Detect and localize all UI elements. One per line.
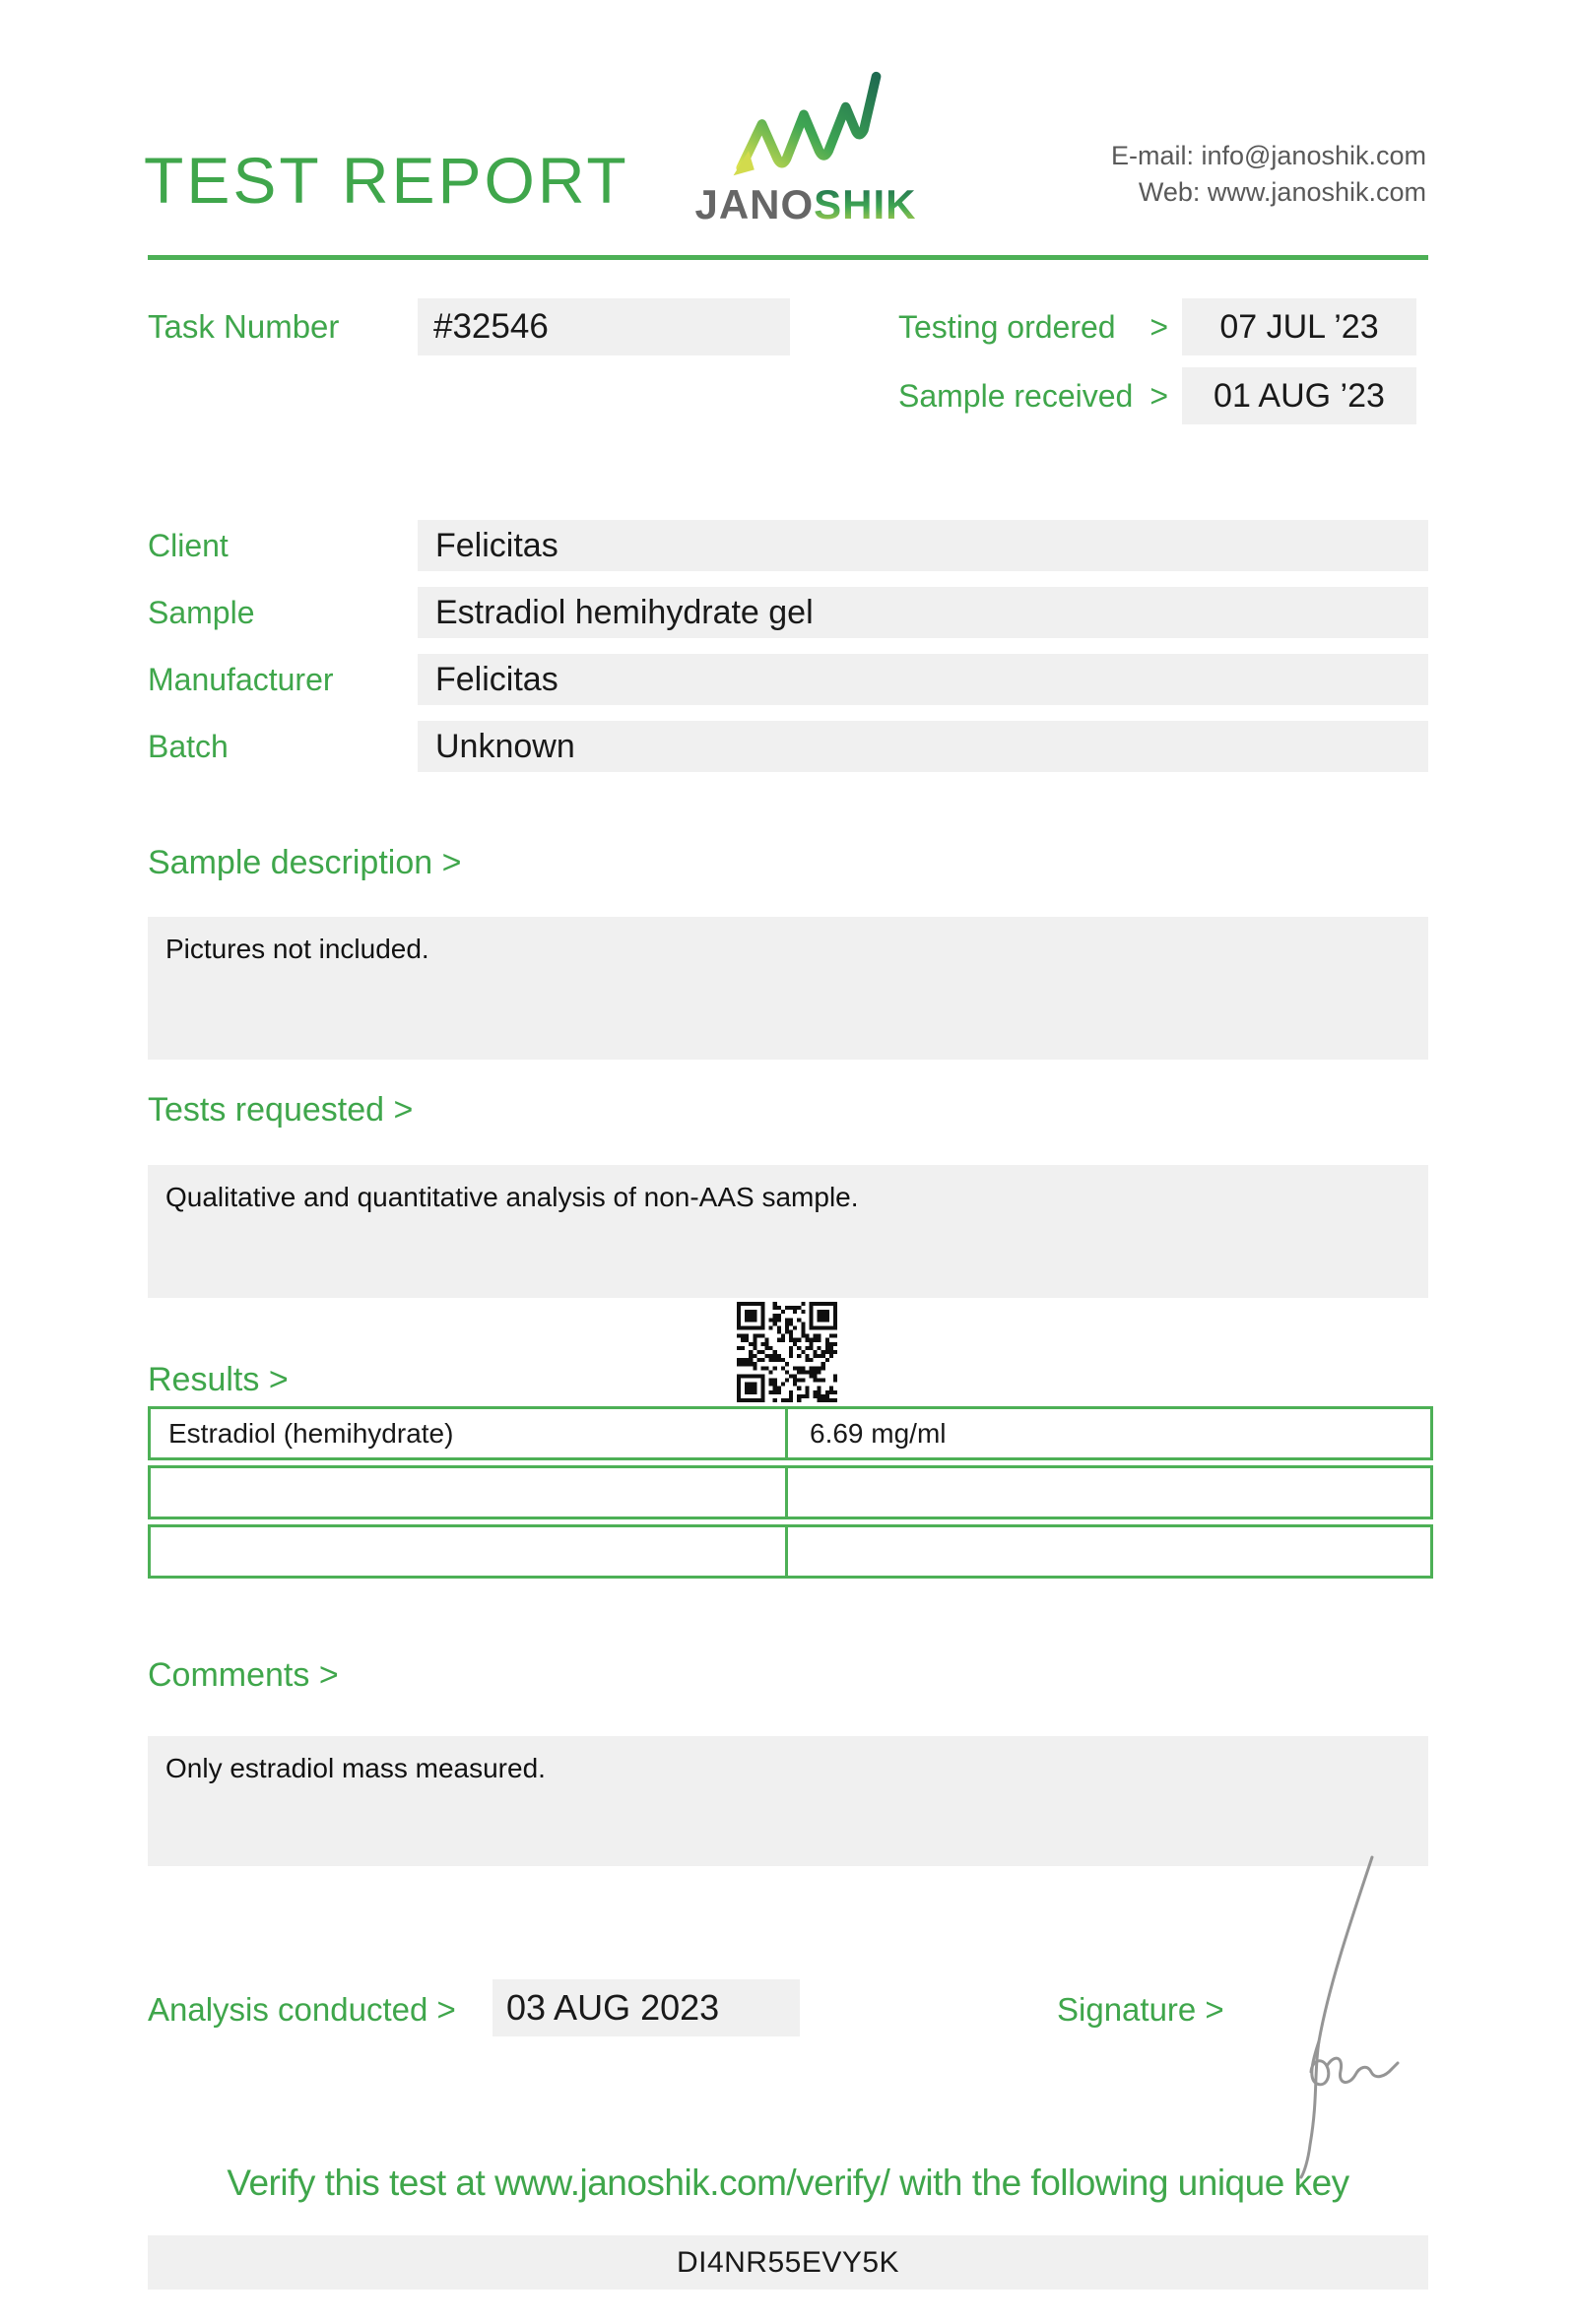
sample-description-box	[148, 917, 1428, 1060]
tests-requested-box	[148, 1165, 1428, 1298]
manufacturer-label: Manufacturer	[148, 661, 334, 697]
manufacturer-value: Felicitas	[418, 654, 1428, 705]
client-label: Client	[148, 527, 229, 563]
comments-heading: Comments >	[148, 1656, 339, 1694]
contact-web: Web: www.janoshik.com	[1138, 177, 1426, 207]
batch-label: Batch	[148, 728, 229, 764]
tests-requested-heading: Tests requested >	[148, 1091, 414, 1129]
brand-name-green: SHIK	[814, 181, 917, 227]
sample-received-value: 01 AUG ’23	[1182, 367, 1416, 424]
qr-code	[737, 1302, 837, 1402]
comments-text: Only estradiol mass measured.	[165, 1753, 546, 1783]
arrow-glyph: >	[1149, 308, 1168, 345]
testing-ordered-value: 07 JUL ’23	[1182, 298, 1416, 355]
sample-row	[148, 587, 1428, 638]
brand-name	[688, 183, 924, 226]
results-row-3	[148, 1524, 1433, 1579]
manufacturer-row	[148, 654, 1428, 705]
task-number-row	[148, 298, 790, 355]
result-cell	[788, 1468, 1430, 1517]
results-row-2	[148, 1465, 1433, 1519]
verify-heading: Verify this test at www.janoshik.com/verify/ with the following unique key	[227, 2163, 1349, 2203]
result-cell	[788, 1527, 1430, 1576]
brand-logo	[688, 67, 924, 226]
result-cell: 6.69 mg/ml	[810, 1417, 947, 1449]
sample-description-text: Pictures not included.	[165, 934, 429, 964]
task-number-value: #32546	[418, 298, 790, 355]
analyte-cell: Estradiol (hemihydrate)	[151, 1409, 788, 1457]
sample-label: Sample	[148, 594, 255, 630]
analyte-cell	[151, 1468, 788, 1517]
testing-ordered-row	[898, 298, 1428, 355]
unique-key-value: DI4NR55EVY5K	[148, 2235, 1428, 2290]
contact-email: E-mail: info@janoshik.com	[1110, 141, 1426, 170]
client-value: Felicitas	[418, 520, 1428, 571]
client-row	[148, 520, 1428, 571]
batch-value: Unknown	[418, 721, 1428, 772]
chart-growth-icon	[727, 67, 885, 181]
details-block	[148, 520, 1428, 788]
analysis-conducted-label: Analysis conducted >	[148, 1991, 456, 2028]
dates-block	[898, 298, 1428, 436]
arrow-glyph: >	[1149, 377, 1168, 414]
results-row-1	[148, 1406, 1433, 1460]
analysis-conducted-value: 03 AUG 2023	[492, 1979, 800, 2036]
batch-row	[148, 721, 1428, 772]
brand-name-gray: JANO	[694, 181, 815, 227]
page-title: TEST REPORT	[144, 144, 629, 217]
analyte-cell	[151, 1527, 788, 1576]
results-table	[148, 1406, 1433, 1583]
tests-requested-text: Qualitative and quantitative analysis of non-AAS sample.	[165, 1182, 859, 1212]
sample-value: Estradiol hemihydrate gel	[418, 587, 1428, 638]
sample-description-heading: Sample description >	[148, 844, 462, 881]
contact-block	[1111, 138, 1426, 211]
header-divider	[148, 255, 1428, 260]
signature-label: Signature >	[1057, 1991, 1224, 2028]
comments-box	[148, 1736, 1428, 1866]
sample-received-row	[898, 367, 1428, 424]
results-heading: Results >	[148, 1361, 289, 1398]
testing-ordered-label: Testing ordered	[898, 308, 1116, 345]
signature-image	[1266, 1851, 1413, 2181]
task-number-label: Task Number	[148, 308, 340, 345]
sample-received-label: Sample received	[898, 377, 1134, 414]
